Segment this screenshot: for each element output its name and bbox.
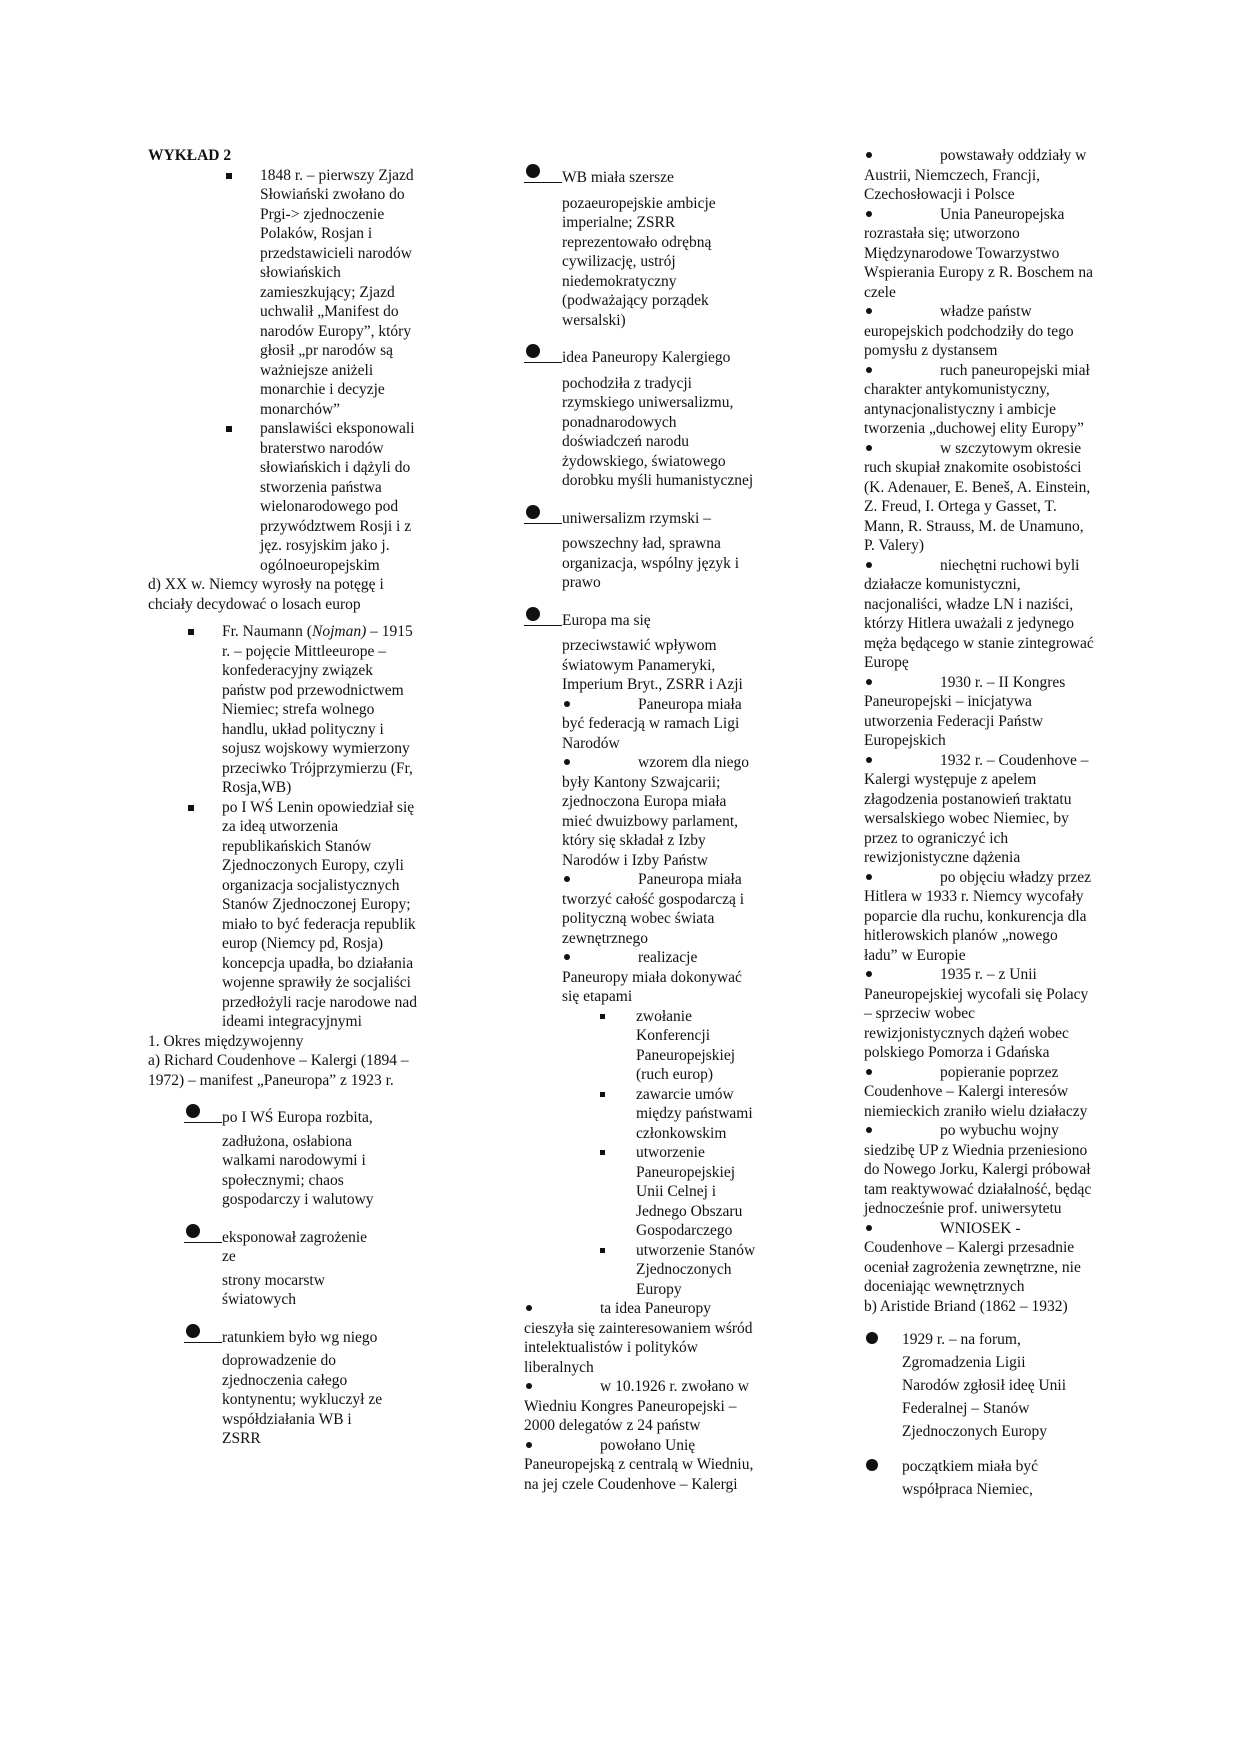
- list-item: Fr. Naumann (Nojman) – 1915 r. – pojęcie Mittleeurope – konfederacyjny związek państw pod przewodnictwem Niemiec; strefa wolnego handlu, układ polityczny i sojusz wojskowy wymierzony przeciwko Trójprzymierzu (Fr, Rosja,WB): [222, 622, 418, 798]
- list-item: Unia Paneuropejska rozrastała się; utworzono Międzynarodowe Towarzystwo Wspierania Europy z R. Boschem na czele: [864, 205, 1093, 301]
- page-title: WYKŁAD 2: [148, 147, 232, 164]
- list-item: wzorem dla niego były Kantony Szwajcarii; zjednoczona Europa miała mieć dwuizbowy parlament, który się składał z Izby Narodów i Izby Państw: [562, 754, 750, 869]
- section-heading: b) Aristide Briand (1862 – 1932): [864, 1297, 1068, 1315]
- bullet-icon: [186, 1104, 200, 1118]
- list-item: powołano Unię Paneuropejską z centralą w Wiedniu, na jej czele Coudenhove – Kalergi: [524, 1436, 754, 1493]
- list-item: po I WŚ Europa rozbita, zadłużona, osłabiona walkami narodowymi i społecznymi; chaos gospodarczy i walutowy: [184, 1104, 384, 1210]
- list-item: WB miała szersze pozaeuropejskie ambicje imperialne; ZSRR reprezentowało odrębną cywilizację, ustrój niedemokratyczny (podważający porządek wersalski): [524, 164, 764, 330]
- section-heading: d) XX w. Niemcy wyrosły na potęgę i chciały decydować o losach europ: [148, 576, 384, 613]
- bullet-icon: [526, 164, 540, 178]
- list-item: niechętni ruchowi byli działacze komunistyczni, nacjonaliści, władze LN i naziści, którzy Hitlera uważali z jedynego męża będącego w stanie zintegrować Europę: [864, 556, 1094, 671]
- list-item: 1932 r. – Coudenhove – Kalergi występuje z apelem złagodzenia postanowień traktatu wersalskiego wobec Niemiec, by przez to ograniczyć ich rewizjonistyczne dążenia: [864, 751, 1089, 866]
- list-item: idea Paneuropy Kalergiego pochodziła z tradycji rzymskiego uniwersalizmu, ponadnarodowych doświadczeń narodu żydowskiego, światowego dorobku myśli humanistycznej: [524, 344, 764, 491]
- list-item: WNIOSEK - Coudenhove – Kalergi przesadnie oceniał zagrożenia zewnętrzne, nie doceniając wewnętrznych: [864, 1219, 1081, 1295]
- list-item: władze państw europejskich podchodziły do tego pomysłu z dystansem: [864, 303, 1074, 359]
- list-item: w szczytowym okresie ruch skupiał znakomite osobistości (K. Adenauer, E. Beneš, A. Einstein, Z. Freud, I. Ortega y Gasset, T. Mann, R. Strauss, M. de Unamuno, P. Valery): [864, 439, 1091, 554]
- list-item: po objęciu władzy przez Hitlera w 1933 r. Niemcy wycofały poparcie dla ruchu, konkurencja dla hitlerowskich planów „nowego ładu” w Europie: [864, 868, 1092, 964]
- list-item: ratunkiem było wg niego doprowadzenie do zjednoczenia całego kontynentu; wykluczył ze współdziałania WB i ZSRR: [184, 1324, 384, 1449]
- list-item: ta idea Paneuropy cieszyła się zainteresowaniem wśród intelektualistów i polityków liberalnych: [524, 1300, 753, 1376]
- list-item: 1848 r. – pierwszy Zjazd Słowiański zwołano do Prgi-> zjednoczenie Polaków, Rosjan i przedstawicieli narodów słowiańskich zamieszkujący; Zjazd uchwalił „Manifest do narodów Europy”, który głosił „pr narodów są ważniejsze aniżeli monarchie i decyzje monarchów”: [260, 166, 418, 420]
- column-2: [524, 164, 764, 1494]
- list-item: po wybuchu wojny siedzibę UP z Wiednia przeniesiono do Nowego Jorku, Kalergi próbował tam reaktywować działalność, będąc jednocześnie prof. uniwersytetu: [864, 1122, 1092, 1217]
- list-item: Paneuropa miała tworzyć całość gospodarczą i polityczną wobec świata zewnętrznego: [562, 871, 745, 947]
- bullet-icon: [186, 1224, 200, 1238]
- list-item: 1930 r. – II Kongres Paneuropejski – inicjatywa utworzenia Federacji Państw Europejskich: [864, 673, 1066, 749]
- list-item: uniwersalizm rzymski – powszechny ład, sprawna organizacja, wspólny język i prawo: [524, 505, 764, 593]
- list-item: w 10.1926 r. zwołano w Wiedniu Kongres Paneuropejski – 2000 delegatów z 24 państw: [524, 1378, 749, 1434]
- bullet-icon: [526, 505, 540, 519]
- list-item: utworzenie Stanów Zjednoczonych Europy: [636, 1241, 758, 1300]
- list-item: utworzenie Paneuropejskiej Unii Celnej i Jednego Obszaru Gospodarczego: [636, 1143, 758, 1241]
- bullet-icon: [526, 607, 540, 621]
- list-item: po I WŚ Lenin opowiedział się za ideą utworzenia republikańskich Stanów Zjednoczonych Europy, czyli organizacja socjalistycznych Stanów Zjednoczonej Europy; miało to być federacja republik europ (Niemcy pd, Rosja) koncepcja upadła, bo działania wojenne sprawiły że socjaliści przedłożyli racje narodowe nad ideami integracyjnymi: [222, 798, 417, 1030]
- list-item: zwołanie Konferencji Paneuropejskiej (ruch europ): [636, 1007, 758, 1085]
- list-item: początkiem miała być współpraca Niemiec,: [902, 1455, 1082, 1501]
- list-item: zawarcie umów między państwami członkowskim: [636, 1085, 758, 1144]
- list-item: popieranie poprzez Coudenhove – Kalergi interesów niemieckich zraniło wielu działaczy: [864, 1063, 1088, 1120]
- list-item: realizacje Paneuropy miała dokonywać się etapami: [562, 949, 742, 1005]
- column-3: [864, 146, 1094, 1501]
- list-item: Paneuropa miała być federacją w ramach Ligi Narodów: [562, 695, 742, 752]
- list-item: Europa ma się przeciwstawić wpływom światowym Panameryki, Imperium Bryt., ZSRR i Azji: [524, 607, 764, 695]
- list-item: eksponował zagrożenie ze strony mocarstw światowych: [184, 1224, 384, 1310]
- list-item: 1929 r. – na forum, Zgromadzenia Ligii Narodów zgłosił ideę Unii Federalnej – Stanów Zjednoczonych Europy: [902, 1328, 1082, 1443]
- list-item: powstawały oddziały w Austrii, Niemczech, Francji, Czechosłowacji i Polsce: [864, 147, 1087, 203]
- section-heading: a) Richard Coudenhove – Kalergi (1894 – 1972) – manifest „Paneuropa” z 1923 r.: [148, 1052, 409, 1089]
- list-item: panslawiści eksponowali braterstwo narodów słowiańskich i dążyli do stworzenia państwa wielonarodowego pod przywództwem Rosji i z jęz. rosyjskim jako j. ogólnoeuropejskim: [260, 419, 418, 575]
- bullet-icon: [526, 344, 540, 358]
- section-heading: 1. Okres międzywojenny: [148, 1032, 304, 1050]
- column-1: [148, 146, 418, 1449]
- list-item: ruch paneuropejski miał charakter antykomunistyczny, antynacjonalistyczny i ambicje tworzenia „duchowej elity Europy”: [864, 361, 1090, 437]
- list-item: 1935 r. – z Unii Paneuropejskiej wycofali się Polacy – sprzeciw wobec rewizjonistycznych dążeń wobec polskiego Pomorza i Gdańska: [864, 966, 1089, 1061]
- bullet-icon: [186, 1324, 200, 1338]
